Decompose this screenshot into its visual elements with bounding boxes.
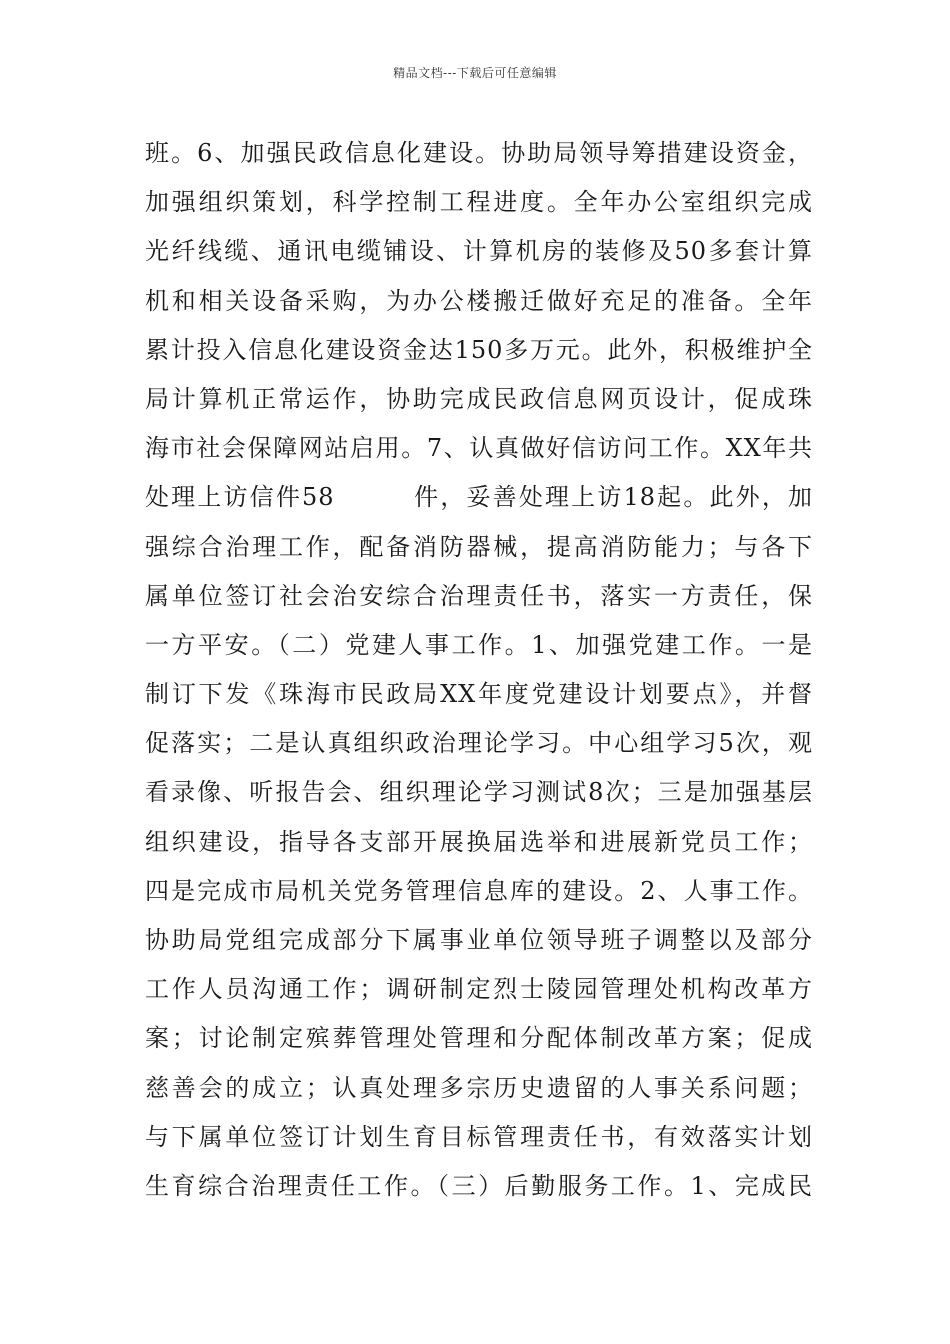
text-line: 工作人员沟通工作；调研制定烈士陵园管理处机构改革方: [145, 975, 813, 1004]
text-line: 组织建设，指导各支部开展换届选举和进展新党员工作；: [145, 827, 813, 856]
text-line: 生育综合治理责任工作。（三）后勤服务工作。1、完成民: [145, 1171, 813, 1200]
text-line: 加强组织策划，科学控制工程进度。全年办公室组织完成: [145, 188, 813, 217]
text-line: 光纤线缆、通讯电缆铺设、计算机房的装修及50多套计算: [145, 237, 813, 266]
text-line: 班。6、加强民政信息化建设。协助局领导筹措建设资金，: [145, 139, 813, 167]
text-line: 与下属单位签订计划生育目标管理责任书，有效落实计划: [145, 1122, 813, 1151]
text-line: 海市社会保障网站启用。7、认真做好信访问工作。XX年共: [145, 434, 813, 463]
text-line: 处理上访信件58 件，妥善处理上访18起。此外，加: [145, 483, 813, 512]
text-line: 累计投入信息化建设资金达150多万元。此外，积极维护全: [145, 335, 813, 364]
text-line: 属单位签订社会治安综合治理责任书，落实一方责任，保: [145, 581, 813, 610]
text-line: 协助局党组完成部分下属事业单位领导班子调整以及部分: [145, 926, 813, 954]
text-line: 机和相关设备采购，为办公楼搬迁做好充足的准备。全年: [145, 286, 813, 315]
text-line: 制订下发《珠海市民政局XX年度党建设计划要点》，并督: [145, 680, 813, 709]
body-text: [145, 129, 813, 1211]
text-line: 四是完成市局机关党务管理信息库的建设。2、人事工作。: [145, 876, 813, 905]
text-line: 局计算机正常运作，协助完成民政信息网页设计，促成珠: [145, 384, 813, 413]
text-line: 慈善会的成立；认真处理多宗历史遗留的人事关系问题；: [145, 1073, 813, 1102]
text-line: 看录像、听报告会、组织理论学习测试8次；三是加强基层: [145, 778, 813, 807]
text-line: 强综合治理工作，配备消防器械，提高消防能力；与各下: [145, 532, 813, 561]
text-line: 一方平安。（二）党建人事工作。1、加强党建工作。一是: [145, 630, 813, 659]
page-header: 精品文档---下载后可任意编辑: [393, 66, 557, 80]
text-line: 案；讨论制定殡葬管理处管理和分配体制改革方案；促成: [145, 1024, 813, 1053]
text-line: 促落实；二是认真组织政治理论学习。中心组学习5次，观: [145, 729, 813, 758]
